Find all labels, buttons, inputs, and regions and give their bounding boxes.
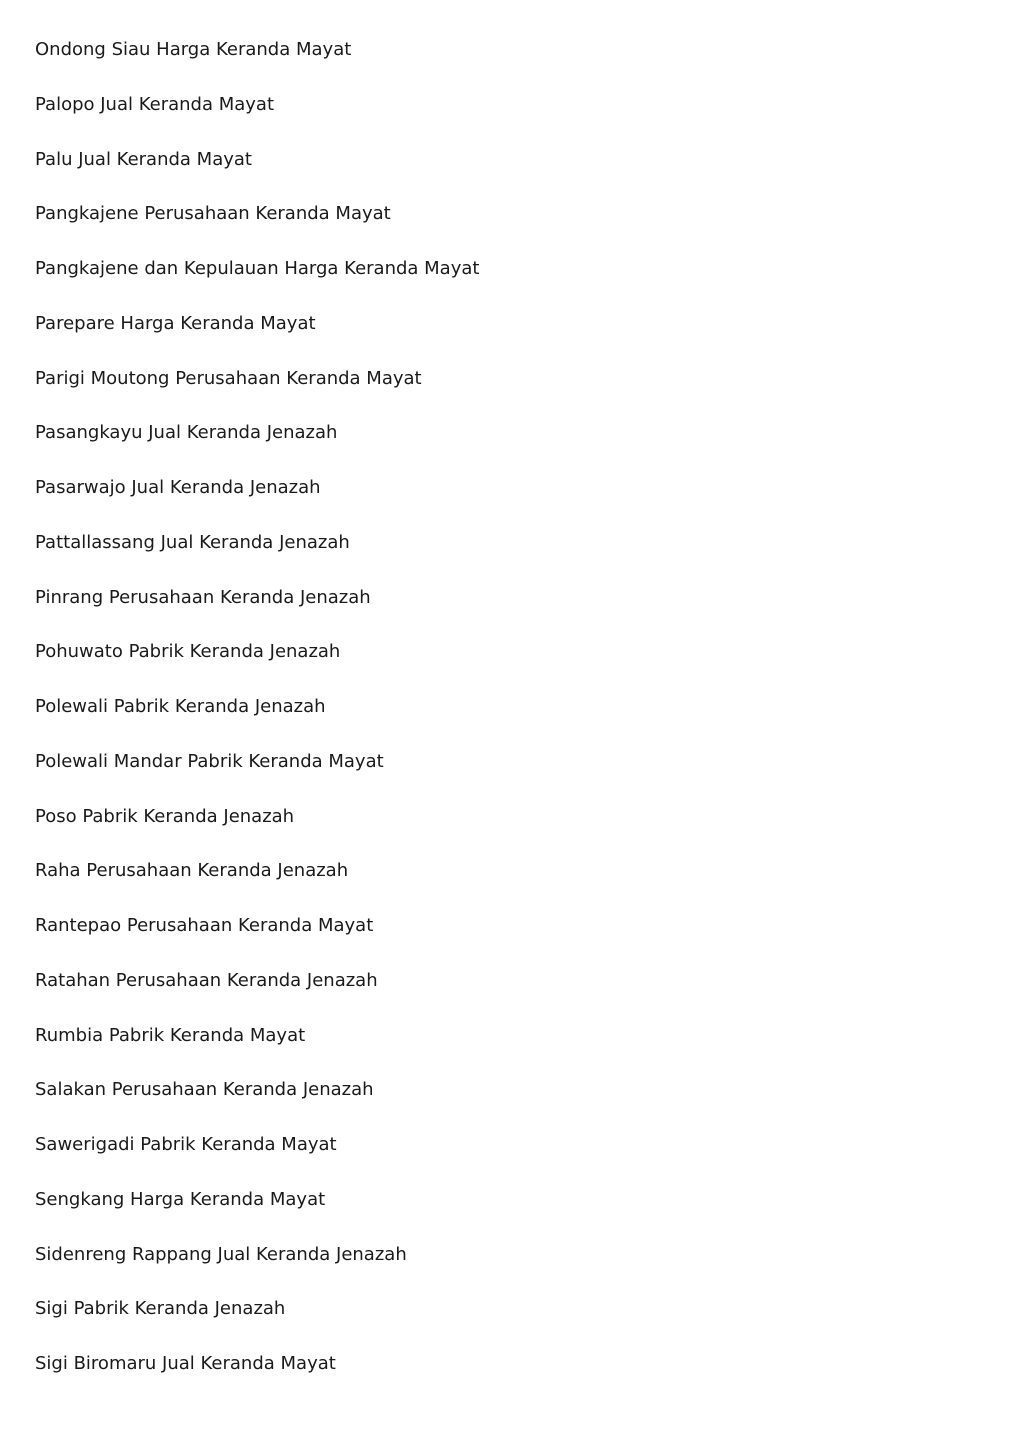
list-item: Pangkajene dan Kepulauan Harga Keranda Mayat [35,258,480,279]
list-item: Parepare Harga Keranda Mayat [35,312,316,334]
list-item: Pohuwato Pabrik Keranda Jenazah [35,641,341,663]
list-item: Sidenreng Rappang Jual Keranda Jenazah [35,1243,407,1265]
list-item: Rantepao Perusahaan Keranda Mayat [35,915,374,936]
list-item: Pattallassang Jual Keranda Jenazah [35,531,350,553]
list-item: Parigi Moutong Perusahaan Keranda Mayat [35,367,422,389]
list-item: Palu Jual Keranda Mayat [35,148,252,170]
list-item: Salakan Perusahaan Keranda Jenazah [35,1079,374,1101]
list-item: Ratahan Perusahaan Keranda Jenazah [35,969,378,991]
list-item: Polewali Pabrik Keranda Jenazah [35,696,326,717]
list-item: Pasarwajo Jual Keranda Jenazah [35,477,321,498]
list-item: Poso Pabrik Keranda Jenazah [35,805,295,827]
list-item: Sawerigadi Pabrik Keranda Mayat [35,1134,337,1155]
list-item: Rumbia Pabrik Keranda Mayat [35,1024,306,1046]
list-item: Raha Perusahaan Keranda Jenazah [35,860,349,882]
list-item: Sigi Biromaru Jual Keranda Mayat [35,1353,336,1374]
list-item: Pinrang Perusahaan Keranda Jenazah [35,586,371,608]
list-item: Ondong Siau Harga Keranda Mayat [35,39,352,60]
list-item: Polewali Mandar Pabrik Keranda Mayat [35,750,384,772]
location-list [35,36,479,1405]
list-item: Sengkang Harga Keranda Mayat [35,1188,326,1210]
list-item: Palopo Jual Keranda Mayat [35,93,275,115]
list-item: Pangkajene Perusahaan Keranda Mayat [35,203,391,225]
list-item: Pasangkayu Jual Keranda Jenazah [35,422,338,444]
list-item: Sigi Pabrik Keranda Jenazah [35,1298,286,1320]
